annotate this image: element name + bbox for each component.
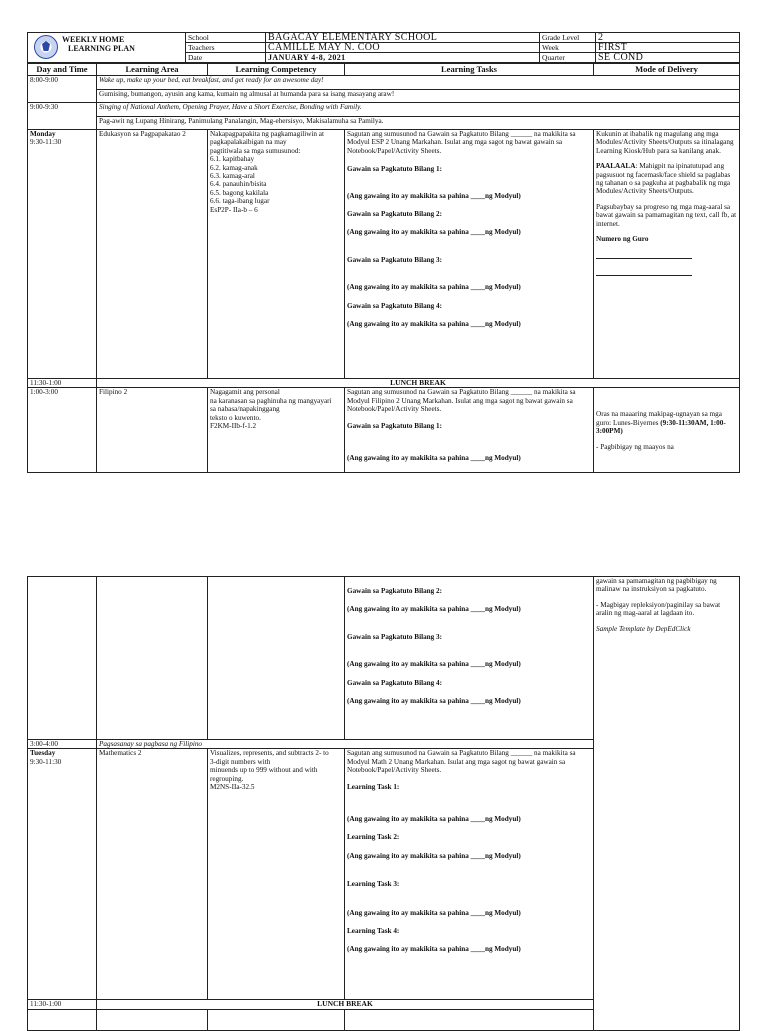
teachers-label: Teachers <box>186 43 266 53</box>
competency-line: 6.1. kapitbahay <box>210 155 255 164</box>
competency-line: 6.2. kamag-anak <box>210 163 258 172</box>
monday-tasks <box>345 130 594 379</box>
quarter-label: Quarter <box>540 53 596 63</box>
col-day-time: Day and Time <box>28 64 97 76</box>
empty-cell <box>208 1009 345 1030</box>
template-credit: Sample Template by DepEdClick <box>596 624 691 633</box>
task-label: Learning Task 1: <box>347 782 400 791</box>
task-intro: Sagutan ang sumusunod na Gawain sa Pagkatuto Bilang ______ na makikita sa Modyul Filipino 2 Unang Markahan. Isulat ang mga sagot ng bawat gawain sa Notebook/Papel/Activity Sheets. <box>347 388 576 414</box>
paalala-text: : Mahigpit na ipinatutupad ang pagsusuot ng facemask/face shield sa paglabas ng tahanan o sa pagkuha at pagbabalik ng mga Modules/Activity Sheets/Outputs. <box>596 162 731 196</box>
reading-time: 3:00-4:00 <box>28 740 97 749</box>
competency-line: pagkapalakaibigan na may <box>210 138 287 147</box>
competency-line: minuends up to 999 without and with <box>210 766 318 775</box>
task-page-ref: (Ang gawaing ito ay makikita sa pahina ____ng Modyul) <box>347 945 521 954</box>
tuesday-area: Mathematics 2 <box>97 749 208 1000</box>
header-logo-cell <box>28 33 186 63</box>
routine-row-1 <box>28 76 740 90</box>
monday-area: Edukasyon sa Pagpapakatao 2 <box>97 130 208 379</box>
task-label: Gawain sa Pagkatuto Bilang 4: <box>347 301 443 310</box>
tuesday-time: 9:30-11:30 <box>30 757 62 766</box>
lunch-label: LUNCH BREAK <box>97 1000 594 1009</box>
task-intro: Sagutan ang sumusunod na Gawain sa Pagkatuto Bilang ______ na makikita sa Modyul Math 2 Unang Markahan. Isulat ang mga sagot ng bawat gawain sa Notebook/Papel/Activity Sheets. <box>347 749 576 775</box>
task-page-ref: (Ang gawaing ito ay makikita sa pahina ____ng Modyul) <box>347 454 521 463</box>
filipino-continued-row <box>28 577 740 740</box>
blank-line <box>596 267 692 276</box>
task-page-ref: (Ang gawaing ito ay makikita sa pahina ____ng Modyul) <box>347 815 521 824</box>
grade-value: 2 <box>596 33 740 43</box>
task-page-ref: (Ang gawaing ito ay makikita sa pahina ____ng Modyul) <box>347 697 521 706</box>
competency-line: 6.5. bagong kakilala <box>210 188 269 197</box>
lunch-time: 11:30-1:00 <box>28 1000 97 1009</box>
guro-label: Numero ng Guro <box>596 235 649 244</box>
tuesday-tasks <box>345 749 594 1000</box>
blank-line <box>596 250 692 259</box>
competency-line: teksto o kuwento. <box>210 413 261 422</box>
plan-table-1 <box>27 63 740 473</box>
paalala-paragraph <box>596 162 737 196</box>
routine-row-2 <box>28 103 740 117</box>
competency-line: M2NS-IIa-32.5 <box>210 783 255 792</box>
routine-1-time: 8:00-9:00 <box>28 76 97 103</box>
monday-competency <box>208 130 345 379</box>
task-label: Learning Task 2: <box>347 833 400 842</box>
filipino-mode-continued <box>594 577 740 1031</box>
competency-line: Nagagamit ang personal <box>210 388 280 397</box>
tuesday-competency <box>208 749 345 1000</box>
competency-line: EsP2P- IIa-b – 6 <box>210 205 258 214</box>
week-label: Week <box>540 43 596 53</box>
task-page-ref: (Ang gawaing ito ay makikita sa pahina ____ng Modyul) <box>347 660 521 669</box>
mode-paragraph: gawain sa pamamagitan ng pagbibigay ng malinaw na instruksiyon sa pagkatuto. <box>596 577 717 594</box>
task-page-ref: (Ang gawaing ito ay makikita sa pahina ____ng Modyul) <box>347 605 521 614</box>
competency-line: 3-digit numbers with <box>210 757 271 766</box>
competency-line: sa nabasa/napakinggang <box>210 405 280 414</box>
filipino-time: 1:00-3:00 <box>28 388 97 473</box>
empty-cell <box>208 577 345 740</box>
header-table <box>27 32 740 63</box>
lunch-label: LUNCH BREAK <box>97 379 740 388</box>
monday-time: 9:30-11:30 <box>30 138 62 147</box>
quarter-value: SE COND <box>596 53 740 63</box>
task-label: Learning Task 3: <box>347 880 400 889</box>
column-header-row <box>28 64 740 76</box>
plan-table-2 <box>27 576 740 1031</box>
mode-paragraph: - Pagbibigay ng maayos na <box>596 442 674 451</box>
empty-cell <box>345 1009 594 1030</box>
lunch-time: 11:30-1:00 <box>28 379 97 388</box>
col-mode: Mode of Delivery <box>594 64 740 76</box>
competency-line: Visualizes, represents, and subtracts 2- to <box>210 749 329 758</box>
plan-title-line2: LEARNING PLAN <box>68 44 135 53</box>
routine-2-time: 9:00-9:30 <box>28 103 97 130</box>
task-label: Gawain sa Pagkatuto Bilang 3: <box>347 632 443 641</box>
competency-line: Nakapagpapakita ng pagkamagiliwin at <box>210 130 324 138</box>
competency-line: 6.3. kamag-aral <box>210 172 255 181</box>
filipino-tasks-continued <box>345 577 594 740</box>
mode-paragraph: Kukunin at ibabalik ng magulang ang mga Modules/Activity Sheets/Outputs sa itinalagang Learning Kiosk/Hub para sa kanilang anak. <box>596 130 734 155</box>
plan-title-line1: WEEKLY HOME <box>62 35 125 44</box>
paalala-label: PAALAALA <box>596 162 636 171</box>
task-page-ref: (Ang gawaing ito ay makikita sa pahina ____ng Modyul) <box>347 191 521 200</box>
filipino-area: Filipino 2 <box>97 388 208 473</box>
plan-page-1 <box>27 32 739 473</box>
task-page-ref: (Ang gawaing ito ay makikita sa pahina ____ng Modyul) <box>347 320 521 329</box>
routine-2-filipino: Pag-awit ng Lupang Hinirang, Panimulang Panalangin, Mag-ehersisyo, Makisalamuha sa Pamilya. <box>97 117 740 130</box>
competency-line: regrouping. <box>210 774 244 783</box>
col-competency: Learning Competency <box>208 64 345 76</box>
competency-line: 6.4. panauhin/bisita <box>210 180 267 189</box>
date-label: Date <box>186 53 266 63</box>
plan-title <box>62 35 135 53</box>
monday-mode <box>594 130 740 379</box>
empty-cell <box>28 1009 97 1030</box>
routine-1-filipino: Gumising, bumangon, ayusin ang kama, kumain ng almusal at humanda para sa isang masayang araw! <box>97 90 740 103</box>
monday-row <box>28 130 740 379</box>
task-label: Gawain sa Pagkatuto Bilang 1: <box>347 421 443 430</box>
grade-label: Grade Level <box>540 33 596 43</box>
competency-line: na karanasan sa paghinuha ng mangyayari <box>210 396 332 405</box>
task-page-ref: (Ang gawaing ito ay makikita sa pahina ____ng Modyul) <box>347 851 521 860</box>
tuesday-day-time <box>28 749 97 1000</box>
filipino-mode <box>594 388 740 473</box>
date-value: JANUARY 4-8, 2021 <box>266 53 540 63</box>
tuesday-day: Tuesday <box>30 749 56 758</box>
routine-1-english: Wake up, make up your bed, eat breakfast, and get ready for an awesome day! <box>97 76 740 90</box>
week-value: FIRST <box>596 43 740 53</box>
col-learning-area: Learning Area <box>97 64 208 76</box>
routine-2-english: Singing of National Anthem, Opening Prayer, Have a Short Exercise, Bonding with Family. <box>97 103 740 117</box>
task-page-ref: (Ang gawaing ito ay makikita sa pahina ____ng Modyul) <box>347 908 521 917</box>
school-value: BAGACAY ELEMENTARY SCHOOL <box>266 33 540 43</box>
empty-cell <box>97 1009 208 1030</box>
mode-paragraph: - Magbigay repleksiyon/paginilay sa bawat aralin ng mag-aaral at lagdaan ito. <box>596 600 721 618</box>
deped-seal-icon <box>34 35 58 59</box>
empty-cell <box>97 577 208 740</box>
task-intro: Sagutan ang sumusunod na Gawain sa Pagkatuto Bilang ______ na makikita sa Modyul ESP 2 Unang Markahan. Isulat ang mga sagot ng bawat gawain sa Notebook/Papel/Activity Sheets. <box>347 130 576 155</box>
task-label: Gawain sa Pagkatuto Bilang 4: <box>347 678 443 687</box>
task-label: Gawain sa Pagkatuto Bilang 1: <box>347 165 443 174</box>
mode-paragraph <box>596 410 737 435</box>
col-tasks: Learning Tasks <box>345 64 594 76</box>
competency-line: 6.6. taga-ibang lugar <box>210 197 270 206</box>
plan-page-2 <box>27 576 739 1031</box>
task-label: Gawain sa Pagkatuto Bilang 2: <box>347 210 443 219</box>
competency-line: pagtitiwala sa mga sumusunod: <box>210 146 301 155</box>
task-label: Gawain sa Pagkatuto Bilang 3: <box>347 255 443 264</box>
task-label: Gawain sa Pagkatuto Bilang 2: <box>347 587 443 595</box>
filipino-row <box>28 388 740 473</box>
monday-day-time <box>28 130 97 379</box>
teachers-value: CAMILLE MAY N. COO <box>266 43 540 53</box>
empty-cell <box>28 577 97 740</box>
monday-day: Monday <box>30 130 56 138</box>
mode-paragraph: Pagsubaybay sa progreso ng mga mag-aaral sa bawat gawain sa pamamagitan ng text, call fb, at internet. <box>596 202 737 228</box>
school-label: School <box>186 33 266 43</box>
filipino-tasks <box>345 388 594 473</box>
competency-line: F2KM-IIb-f-1.2 <box>210 422 257 431</box>
mode-hours-bold: (9:30-11:30AM, 1:00-3:00PM) <box>596 418 726 436</box>
filipino-competency <box>208 388 345 473</box>
task-page-ref: (Ang gawaing ito ay makikita sa pahina ____ng Modyul) <box>347 283 521 292</box>
task-page-ref: (Ang gawaing ito ay makikita sa pahina ____ng Modyul) <box>347 228 521 237</box>
lunch-row <box>28 379 740 388</box>
reading-activity: Pagsasanay sa pagbasa ng Filipino <box>97 740 594 749</box>
task-label: Learning Task 4: <box>347 927 400 936</box>
mode-hours-text: Oras na maaaring makipag-ugnayan sa mga guro: Lunes-Biyernes <box>596 410 722 427</box>
